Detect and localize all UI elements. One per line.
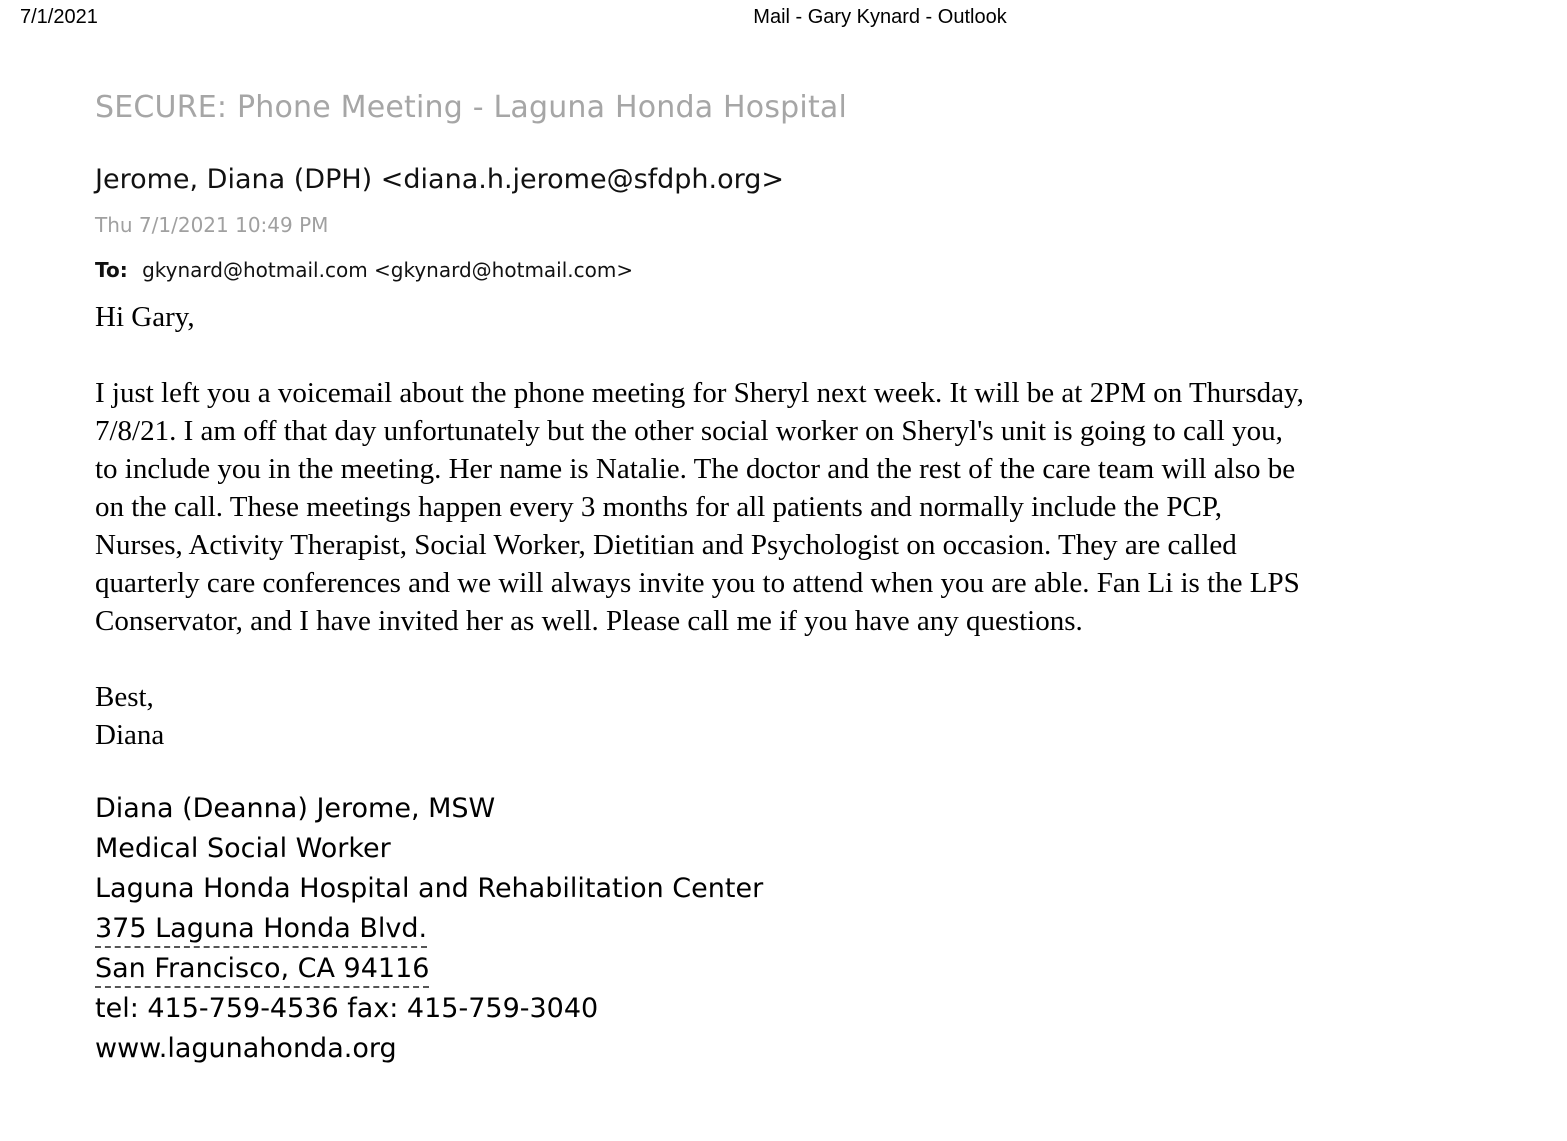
print-page-title: Mail - Gary Kynard - Outlook [753,6,1007,28]
to-label: To: [95,258,128,282]
print-date: 7/1/2021 [20,6,98,28]
email-signature [95,789,763,1069]
signature-title: Medical Social Worker [95,833,391,864]
email-closing: Best, [95,681,154,713]
email-body-paragraph: I just left you a voicemail about the phone meeting for Sheryl next week. It will be at 2PM on Thursday, 7/8/21. I am off that day unfortunately but the other social worker on Sheryl's unit is going to call you, to include you in the meeting. Her name is Natalie. The doctor and the rest of the care team will also be on the call. These meetings happen every 3 months for all patients and normally include the PCP, Nurses, Activity Therapist, Social Worker, Dietitian and Psychologist on occasion. They are called quarterly care conferences and we will always invite you to attend when you are able. Fan Li is the LPS Conservator, and I have invited her as well. Please call me if you have any questions. [95,377,1304,637]
email-recipients [95,258,633,282]
signature-address-line2[interactable]: San Francisco, CA 94116 [95,952,429,988]
to-address[interactable]: gkynard@hotmail.com <gkynard@hotmail.com> [142,258,634,282]
email-closing-name: Diana [95,719,165,751]
email-subject: SECURE: Phone Meeting - Laguna Honda Hospital [95,90,848,125]
signature-phone: tel: 415-759-4536 fax: 415-759-3040 [95,993,599,1024]
signature-name: Diana (Deanna) Jerome, MSW [95,793,496,824]
email-sender[interactable]: Jerome, Diana (DPH) <diana.h.jerome@sfdph.org> [95,164,785,195]
signature-address-line1[interactable]: 375 Laguna Honda Blvd. [95,912,427,948]
signature-website[interactable]: www.lagunahonda.org [95,1033,397,1064]
signature-organization: Laguna Honda Hospital and Rehabilitation Center [95,873,764,904]
email-body [95,298,1515,754]
email-sent-date: Thu 7/1/2021 10:49 PM [95,213,329,237]
email-greeting: Hi Gary, [95,301,195,333]
